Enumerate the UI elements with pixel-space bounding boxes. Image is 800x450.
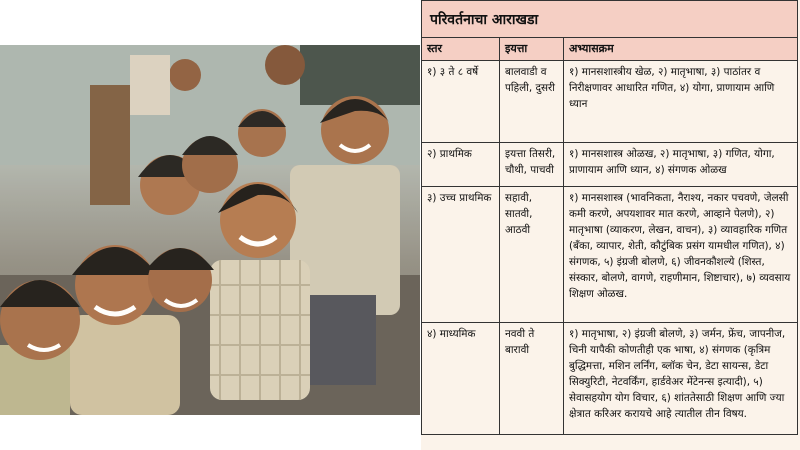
header-curriculum: अभ्यासक्रम bbox=[564, 38, 798, 61]
cell-level: ३) उच्च प्राथमिक bbox=[422, 187, 500, 323]
cell-curriculum: १) मानसशास्त्र (भावनिकता, नैराश्य, नकार पचवणे, जेलसी कमी करणे, अपयशावर मात करणे, आव्हाने पेलणे), २) मातृभाषा (व्याकरण, लेखन, वाचन), ३) व्यावहारिक गणित (बँका, व्यापार, शेती, कौटुंबिक प्रसंग यामधील गणित), ४) संगणक, ५) इंग्रजी बोलणे, ६) जीवनकौशल्ये (शिस्त, संस्कार, बोलणे, वागणे, राहणीमान, शिष्टाचार), ७) व्यवसाय शिक्षण ओळख. bbox=[564, 187, 798, 323]
curriculum-table bbox=[421, 37, 798, 435]
table-header-row bbox=[422, 38, 798, 61]
table-row bbox=[422, 61, 798, 143]
cell-grade: सहावी, सातवी, आठवी bbox=[500, 187, 564, 323]
header-grade: इयत्ता bbox=[500, 38, 564, 61]
children-photo bbox=[0, 45, 420, 415]
header-level: स्तर bbox=[422, 38, 500, 61]
cell-level: २) प्राथमिक bbox=[422, 143, 500, 187]
cell-level: ४) माध्यमिक bbox=[422, 323, 500, 435]
table-row bbox=[422, 143, 798, 187]
curriculum-panel bbox=[421, 0, 800, 450]
cell-level: १) ३ ते ८ वर्षे bbox=[422, 61, 500, 143]
cell-curriculum: १) मातृभाषा, २) इंग्रजी बोलणे, ३) जर्मन, फ्रेंच, जापनीज, चिनी यापैकी कोणतीही एक भाषा, ४) संगणक (कृत्रिम बुद्धिमत्ता, मशिन लर्निंग, ब्लॉक चेन, डेटा सायन्स, डेटा सिक्युरिटी, नेटवर्किंग, हार्डवेअर मेंटेनन्स इत्यादी), ५) सेवासहयोग योग विचार, ६) शांततेसाठी शिक्षण आणि ज्या क्षेत्रात करिअर करायचे आहे त्यातील तीन विषय. bbox=[564, 323, 798, 435]
cell-grade: बालवाडी व पहिली, दुसरी bbox=[500, 61, 564, 143]
cell-curriculum: १) मानसशास्त्र ओळख, २) मातृभाषा, ३) गणित, योगा, प्राणायाम आणि ध्यान, ४) संगणक ओळख bbox=[564, 143, 798, 187]
table-row bbox=[422, 187, 798, 323]
cell-grade: नववी ते बारावी bbox=[500, 323, 564, 435]
table-row bbox=[422, 323, 798, 435]
children-photo-illustration bbox=[0, 45, 420, 415]
cell-curriculum: १) मानसशास्त्रीय खेळ, २) मातृभाषा, ३) पाठांतर व निरीक्षणावर आधारित गणित, ४) योगा, प्राणायाम आणि ध्यान bbox=[564, 61, 798, 143]
cell-grade: इयत्ता तिसरी, चौथी, पाचवी bbox=[500, 143, 564, 187]
table-title: परिवर्तनाचा आराखडा bbox=[421, 0, 798, 38]
